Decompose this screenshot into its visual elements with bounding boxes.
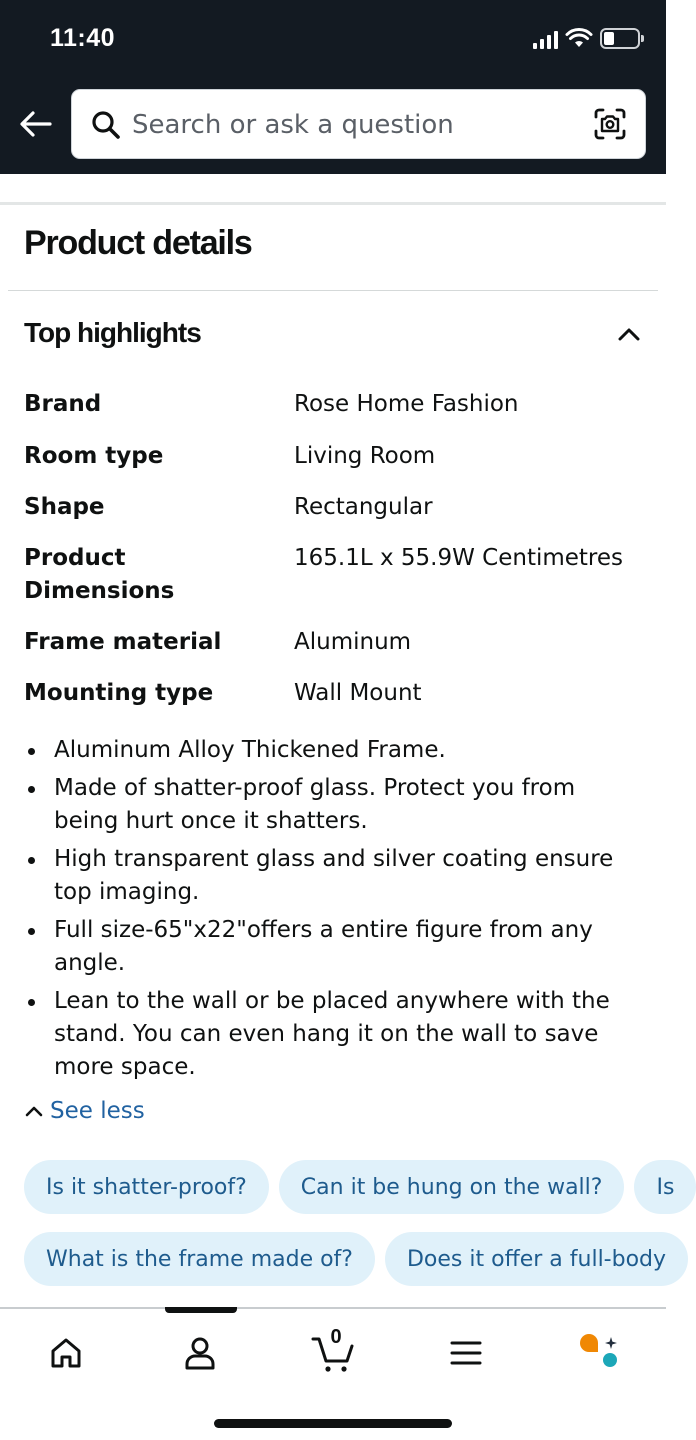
search-bar[interactable] bbox=[71, 89, 646, 159]
feature-bullet: High transparent glass and silver coating ensure top imaging. bbox=[24, 843, 644, 909]
spec-label: Room type bbox=[24, 443, 164, 469]
status-time: 11:40 bbox=[50, 24, 116, 52]
spec-label: Mounting type bbox=[24, 680, 214, 706]
chevron-up-icon bbox=[24, 1104, 44, 1118]
spec-label: Shape bbox=[24, 494, 105, 520]
back-arrow-icon[interactable] bbox=[18, 106, 54, 142]
spec-value: Aluminum bbox=[294, 629, 412, 655]
spec-value: Living Room bbox=[294, 443, 436, 469]
active-tab-indicator bbox=[165, 1307, 237, 1313]
see-less-link[interactable] bbox=[24, 1098, 145, 1124]
account-icon[interactable] bbox=[180, 1333, 220, 1373]
question-chips-row bbox=[24, 1232, 688, 1286]
spec-label: Frame material bbox=[24, 629, 222, 655]
section-divider bbox=[8, 290, 658, 291]
question-chips-row bbox=[24, 1160, 696, 1214]
camera-scan-icon[interactable] bbox=[593, 107, 627, 141]
question-chip[interactable]: Is bbox=[634, 1160, 696, 1214]
cart-count-badge: 0 bbox=[330, 1326, 342, 1348]
see-less-label: See less bbox=[50, 1098, 145, 1124]
feature-bullet: Made of shatter-proof glass. Protect you from being hurt once it shatters. bbox=[24, 772, 644, 838]
spec-value: 165.1L x 55.9W Centimetres bbox=[294, 545, 624, 571]
top-bar bbox=[0, 0, 666, 174]
top-highlights-heading[interactable]: Top highlights bbox=[24, 317, 201, 348]
feature-bullet: Full size-65"x22"offers a entire figure from any angle. bbox=[24, 914, 644, 980]
question-chip[interactable]: Can it be hung on the wall? bbox=[279, 1160, 625, 1214]
feature-bullet-list bbox=[24, 734, 644, 1089]
feature-bullet: Aluminum Alloy Thickened Frame. bbox=[24, 734, 644, 767]
status-icons bbox=[533, 28, 640, 49]
question-chip[interactable]: Does it offer a full-body bbox=[385, 1232, 688, 1286]
cellular-signal-icon bbox=[533, 29, 558, 49]
question-chip[interactable]: What is the frame made of? bbox=[24, 1232, 375, 1286]
home-indicator bbox=[214, 1419, 452, 1428]
rufus-icon[interactable] bbox=[578, 1333, 618, 1373]
spec-label: Brand bbox=[24, 391, 102, 417]
search-input[interactable] bbox=[132, 104, 572, 146]
spec-label: Product Dimensions bbox=[24, 545, 175, 604]
home-icon[interactable] bbox=[46, 1333, 86, 1373]
product-details-heading: Product details bbox=[24, 224, 252, 262]
spec-value: Wall Mount bbox=[294, 680, 422, 706]
wifi-icon bbox=[566, 29, 592, 49]
spec-value: Rectangular bbox=[294, 494, 433, 520]
menu-icon[interactable] bbox=[446, 1333, 486, 1373]
chevron-up-icon[interactable] bbox=[614, 320, 644, 346]
question-chip[interactable]: Is it shatter-proof? bbox=[24, 1160, 269, 1214]
feature-bullet: Lean to the wall or be placed anywhere with the stand. You can even hang it on the wall to save more space. bbox=[24, 985, 644, 1084]
section-divider bbox=[0, 202, 666, 205]
bottom-nav bbox=[0, 1307, 666, 1440]
battery-icon bbox=[600, 28, 640, 49]
search-icon bbox=[90, 109, 122, 141]
spec-value: Rose Home Fashion bbox=[294, 391, 519, 417]
